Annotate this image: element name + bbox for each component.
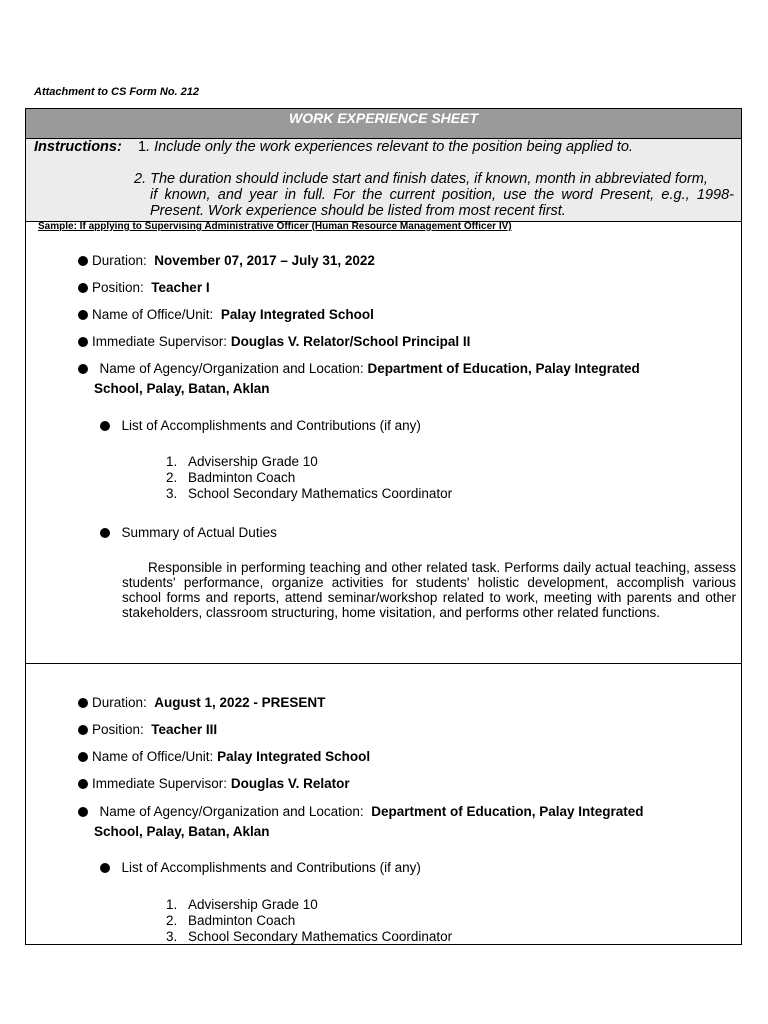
agency-row: Name of Agency/Organization and Location: Department of Education, Palay Integrated School, Palay, Batan, Aklan [78,359,736,399]
bullet-icon [78,256,88,266]
accomplishments-heading: List of Accomplishments and Contributions (if any) [100,418,421,433]
duration-row: Duration: August 1, 2022 - PRESENT [78,695,325,710]
accomplishments-heading: List of Accomplishments and Contributions (if any) [100,860,421,875]
list-item: 2. Badminton Coach [166,913,296,928]
bullet-icon [78,283,88,293]
instruction-2: 2. The duration should include start and finish dates, if known, month in abbreviated form, if known, and year in full. For the current position, use the word Present, e.g., 1998-Present. Work experience should be listed from most recent first. [134,171,734,219]
bullet-icon [78,310,88,320]
instructions-label: Instructions: [34,139,122,155]
office-row: Name of Office/Unit: Palay Integrated School [78,307,374,322]
bullet-icon [100,863,110,873]
sheet-title: WORK EXPERIENCE SHEET [26,109,741,139]
bullet-icon [78,807,88,817]
bullet-icon [78,752,88,762]
bullet-icon [78,364,88,374]
accomplishments-list [166,454,452,502]
sample-note: Sample: If applying to Supervising Administrative Officer (Human Resource Management Officer IV) [38,221,512,232]
agency-row: Name of Agency/Organization and Location: Department of Education, Palay Integrated School, Palay, Batan, Aklan [78,802,736,842]
summary-heading: Summary of Actual Duties [100,525,277,540]
attachment-note: Attachment to CS Form No. 212 [34,86,200,98]
accomplishments-list [166,897,452,945]
list-item: 1. Advisership Grade 10 [166,454,318,469]
bullet-icon [78,779,88,789]
instructions-box [26,139,741,222]
instruction-1: 1. Include only the work experiences relevant to the position being applied to. [138,139,633,155]
bullet-icon [78,725,88,735]
entry-divider [26,663,741,664]
list-item: 2. Badminton Coach [166,470,296,485]
office-row: Name of Office/Unit: Palay Integrated School [78,749,370,764]
bullet-icon [78,337,88,347]
supervisor-row: Immediate Supervisor: Douglas V. Relator/School Principal II [78,334,470,349]
position-row: Position: Teacher III [78,722,217,737]
work-experience-sheet [25,108,742,945]
list-item: 1. Advisership Grade 10 [166,897,318,912]
bullet-icon [100,528,110,538]
bullet-icon [100,421,110,431]
duration-row: Duration: November 07, 2017 – July 31, 2022 [78,253,375,268]
list-item: 3. School Secondary Mathematics Coordinator [166,486,453,501]
supervisor-row: Immediate Supervisor: Douglas V. Relator [78,776,350,791]
position-row: Position: Teacher I [78,280,210,295]
bullet-icon [78,698,88,708]
summary-text: Responsible in performing teaching and other related task. Performs daily actual teaching, assess students' performance, organize activities for students' holistic development, accomplish various school forms and reports, attend seminar/workshop related to work, meeting with parents and other stakeholders, classroom structuring, home visitation, and performs other related functions. [122,560,736,620]
list-item: 3. School Secondary Mathematics Coordinator [166,929,453,944]
